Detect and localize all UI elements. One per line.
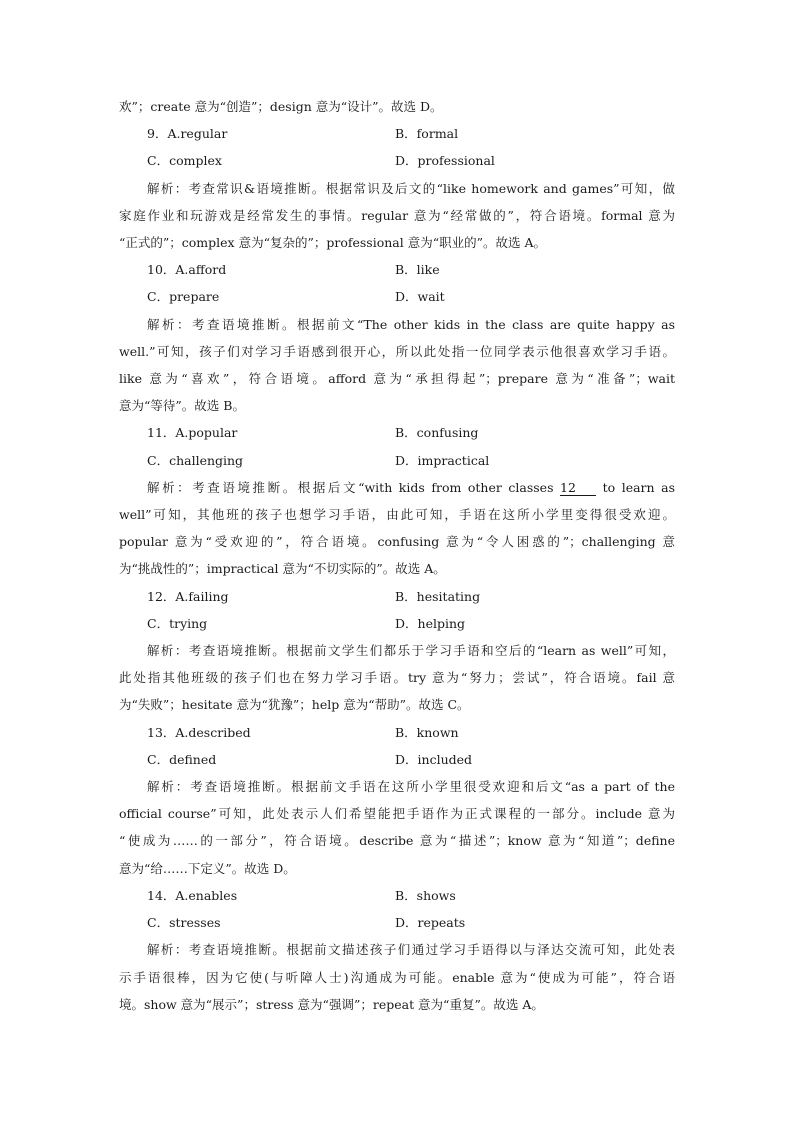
- options-row-12-cd: [119, 610, 675, 637]
- explanation-10-line-2: well.”可知，孩子们对学习手语感到很开心，所以此处指一位同学表示他很喜欢学习手语。: [119, 343, 675, 359]
- option-11b: B．confusing: [395, 425, 479, 441]
- option-13b: B．known: [395, 724, 459, 740]
- option-9b: B．formal: [395, 126, 459, 142]
- option-12c: C．trying: [147, 615, 208, 631]
- option-12b: B．hesitating: [395, 588, 481, 604]
- option-14b: B．shows: [395, 887, 456, 903]
- explanation-13-line-3: “使成为……的一部分”，符合语境。describe 意为“描述”；know 意为“知道”；define: [119, 833, 675, 849]
- options-row-14-cd: [119, 909, 675, 936]
- explanation-9-line-3: “正式的”；complex 意为“复杂的”；professional 意为“职业的”。故选 A。: [119, 235, 546, 251]
- explanation-9-line-2: 家庭作业和玩游戏是经常发生的事情。regular 意为“经常做的”，符合语境。formal 意为: [119, 207, 675, 223]
- explanation-14-line-3: 境。show 意为“展示”；stress 意为“强调”；repeat 意为“重复”。故选 A。: [119, 996, 544, 1012]
- option-9a: 9．A.regular: [147, 126, 228, 142]
- option-13d: D．included: [395, 751, 473, 767]
- explanation-9-line-1: 解析：考查常识&语境推断。根据常识及后文的“like homework and games”可知，做: [147, 180, 675, 196]
- option-10c: C．prepare: [147, 289, 220, 305]
- options-row-12-ab: [119, 583, 675, 610]
- options-row-10-cd: [119, 283, 675, 310]
- option-10d: D．wait: [395, 289, 445, 305]
- explanation-10-line-3: like 意为“喜欢”，符合语境。afford 意为“承担得起”；prepare 意为“准备”；wait: [119, 371, 675, 387]
- explanation-11-line-1: [119, 474, 675, 501]
- option-11c: C．challenging: [147, 452, 244, 468]
- explanation-11-text-pre: 解析：考查语境推断。根据后文“with kids from other classes: [147, 479, 561, 495]
- options-row-13-cd: [119, 746, 675, 773]
- blank-number-12: 12: [560, 481, 596, 496]
- explanation-11-line-2: well”可知，其他班的孩子也想学习手语，由此可知，手语在这所小学里变得很受欢迎。: [119, 507, 675, 523]
- option-11d: D．impractical: [395, 452, 490, 468]
- option-12d: D．helping: [395, 615, 466, 631]
- options-row-9-ab: [119, 120, 675, 147]
- explanation-12-line-2: 此处指其他班级的孩子们也在努力学习手语。try 意为“努力；尝试”，符合语境。fail 意: [119, 670, 675, 686]
- explanation-14-line-2: 示手语很棒，因为它使(与听障人士)沟通成为可能。enable 意为“使成为可能”，符合语: [119, 969, 675, 985]
- explanation-11-text-post: to learn as: [596, 479, 675, 495]
- explanation-12-line-3: 为“失败”；hesitate 意为“犹豫”；help 意为“帮助”。故选 C。: [119, 697, 470, 713]
- option-11a: 11．A.popular: [147, 425, 238, 441]
- option-9d: D．professional: [395, 153, 495, 169]
- explanation-13-line-1: 解析：考查语境推断。根据前文手语在这所小学里很受欢迎和后文“as a part of the: [147, 779, 675, 795]
- options-row-14-ab: [119, 882, 675, 909]
- explanation-13-line-4: 意为“给……下定义”。故选 D。: [119, 860, 296, 876]
- option-14c: C．stresses: [147, 915, 221, 931]
- options-row-10-ab: [119, 256, 675, 283]
- document-body: [119, 93, 675, 1018]
- option-14d: D．repeats: [395, 915, 466, 931]
- explanation-12-line-1: 解析：考查语境推断。根据前文学生们都乐于学习手语和空后的“learn as well”可知，: [147, 643, 675, 659]
- option-9c: C．complex: [147, 153, 222, 169]
- option-14a: 14．A.enables: [147, 887, 238, 903]
- explanation-11-line-3: popular 意为“受欢迎的”，符合语境。confusing 意为“令人困惑的”；challenging 意: [119, 534, 675, 550]
- option-13c: C．defined: [147, 751, 217, 767]
- options-row-11-ab: [119, 419, 675, 446]
- option-10b: B．like: [395, 262, 440, 278]
- explanation-13-line-2: official course”可知，此处表示人们希望能把手语作为正式课程的一部分。include 意为: [119, 806, 675, 822]
- options-row-13-ab: [119, 719, 675, 746]
- option-10a: 10．A.afford: [147, 262, 227, 278]
- text-line-continued: 欢”；create 意为“创造”；design 意为“设计”。故选 D。: [119, 99, 443, 114]
- explanation-11-line-4: 为“挑战性的”；impractical 意为“不切实际的”。故选 A。: [119, 561, 446, 577]
- options-row-11-cd: [119, 447, 675, 474]
- explanation-14-line-1: 解析：考查语境推断。根据前文描述孩子们通过学习手语得以与泽达交流可知，此处表: [147, 942, 675, 958]
- explanation-10-line-4: 意为“等待”。故选 B。: [119, 398, 245, 414]
- explanation-10-line-1: 解析：考查语境推断。根据前文“The other kids in the class are quite happy as: [147, 316, 675, 332]
- option-13a: 13．A.described: [147, 724, 251, 740]
- options-row-9-cd: [119, 147, 675, 174]
- option-12a: 12．A.failing: [147, 588, 229, 604]
